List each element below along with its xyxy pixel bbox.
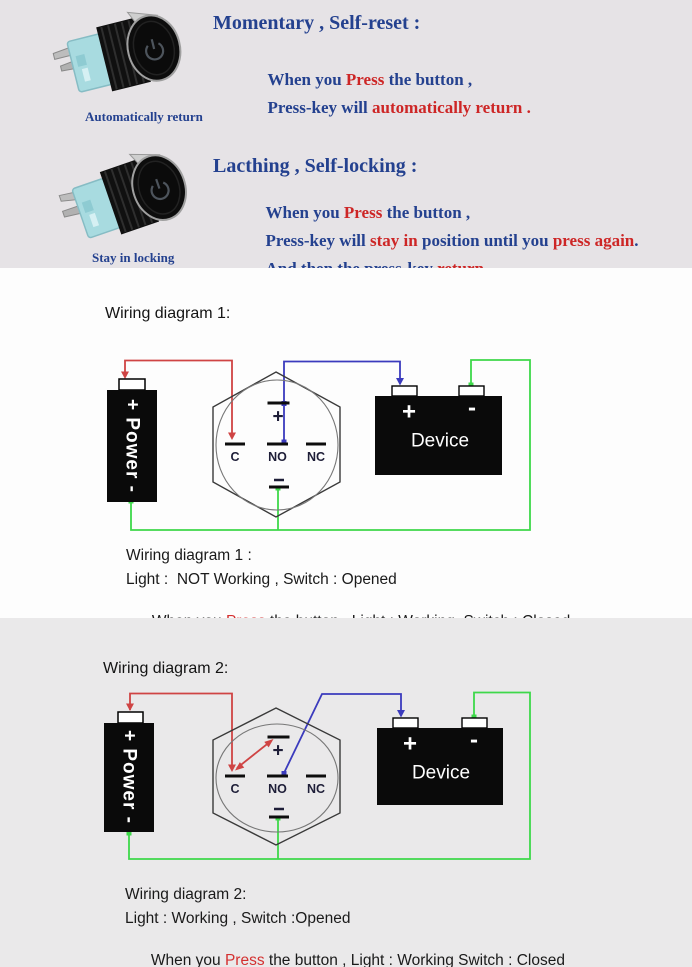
device-name: Device bbox=[411, 762, 471, 784]
blue-wire-arrowhead bbox=[396, 378, 404, 386]
momentary-line-2 bbox=[242, 78, 531, 138]
terminal-c-label: C bbox=[230, 782, 240, 796]
device-plus: + bbox=[402, 730, 418, 758]
device-plus: + bbox=[401, 398, 417, 426]
text-part: the button , Light : Working Switch : Closed bbox=[264, 952, 565, 967]
led-plus-label: + bbox=[272, 740, 284, 762]
terminal-nc-label: NC bbox=[306, 782, 326, 796]
text-part: Press bbox=[343, 203, 383, 222]
diagram2-note-1: Wiring diagram 2: bbox=[125, 886, 247, 903]
text-part: the button , bbox=[382, 203, 471, 222]
device-terminal-tab bbox=[392, 386, 417, 396]
red-wire-arrowhead bbox=[228, 765, 236, 773]
blue-wire-arrowhead bbox=[397, 710, 405, 718]
text-part: When you bbox=[267, 70, 346, 89]
diagram2-note-2: Light : Working , Switch :Opened bbox=[125, 910, 351, 927]
text-part: press again bbox=[552, 231, 635, 250]
photo-caption-latching: Stay in locking bbox=[92, 250, 175, 265]
push-button-illustration bbox=[56, 146, 194, 251]
power-label: + Power - bbox=[118, 730, 140, 824]
terminal-c-label: C bbox=[230, 450, 240, 464]
text-part: the button , bbox=[384, 70, 473, 89]
terminal-no-label: NO bbox=[268, 450, 287, 464]
text-part: stay in bbox=[370, 231, 418, 250]
product-photo-latching bbox=[56, 146, 208, 252]
power-terminal-tab bbox=[118, 712, 143, 723]
text-part: automatically return . bbox=[372, 98, 531, 117]
diagram2-note-3 bbox=[125, 934, 565, 967]
text-part: Press bbox=[224, 952, 265, 967]
red-wire-arrowhead bbox=[126, 704, 134, 712]
wiring-diagram-2-section bbox=[0, 618, 692, 967]
text-part: . bbox=[634, 231, 639, 250]
diagram1-note-1: Wiring diagram 1 : bbox=[126, 547, 252, 564]
led-plus-label: + bbox=[272, 406, 284, 428]
push-button-illustration bbox=[50, 4, 187, 104]
power-label: + Power - bbox=[121, 399, 143, 493]
photo-caption-momentary: Automatically return bbox=[85, 109, 203, 124]
text-part: When you bbox=[265, 203, 344, 222]
text-part: Press bbox=[345, 70, 385, 89]
terminal-no-label: NO bbox=[268, 782, 287, 796]
wiring-diagram-1-section bbox=[0, 268, 692, 618]
terminal-nc-label: NC bbox=[306, 450, 326, 464]
text-part: position until you bbox=[417, 231, 553, 250]
diagram1-note-2: Light : NOT Working , Switch : Opened bbox=[126, 571, 397, 588]
diagram1-title: Wiring diagram 1: bbox=[105, 305, 231, 322]
red-wire-arrowhead bbox=[121, 372, 129, 380]
device-minus: - bbox=[468, 394, 476, 422]
device-terminal-tab bbox=[393, 718, 418, 728]
text-part: Press-key will bbox=[267, 98, 373, 117]
latching-heading: Lacthing , Self-locking : bbox=[213, 155, 418, 177]
intro-section bbox=[0, 0, 692, 268]
red-wire-arrowhead bbox=[228, 433, 236, 441]
wiring-diagram-1-svg bbox=[0, 268, 692, 618]
text-part: When you bbox=[150, 952, 225, 967]
momentary-heading: Momentary , Self-reset : bbox=[213, 12, 421, 34]
diagram2-title: Wiring diagram 2: bbox=[103, 660, 229, 677]
power-terminal-tab bbox=[119, 379, 145, 390]
device-minus: - bbox=[470, 726, 478, 754]
product-photo-momentary bbox=[50, 4, 202, 110]
text-part: Press-key will bbox=[265, 231, 371, 250]
device-name: Device bbox=[410, 430, 470, 452]
